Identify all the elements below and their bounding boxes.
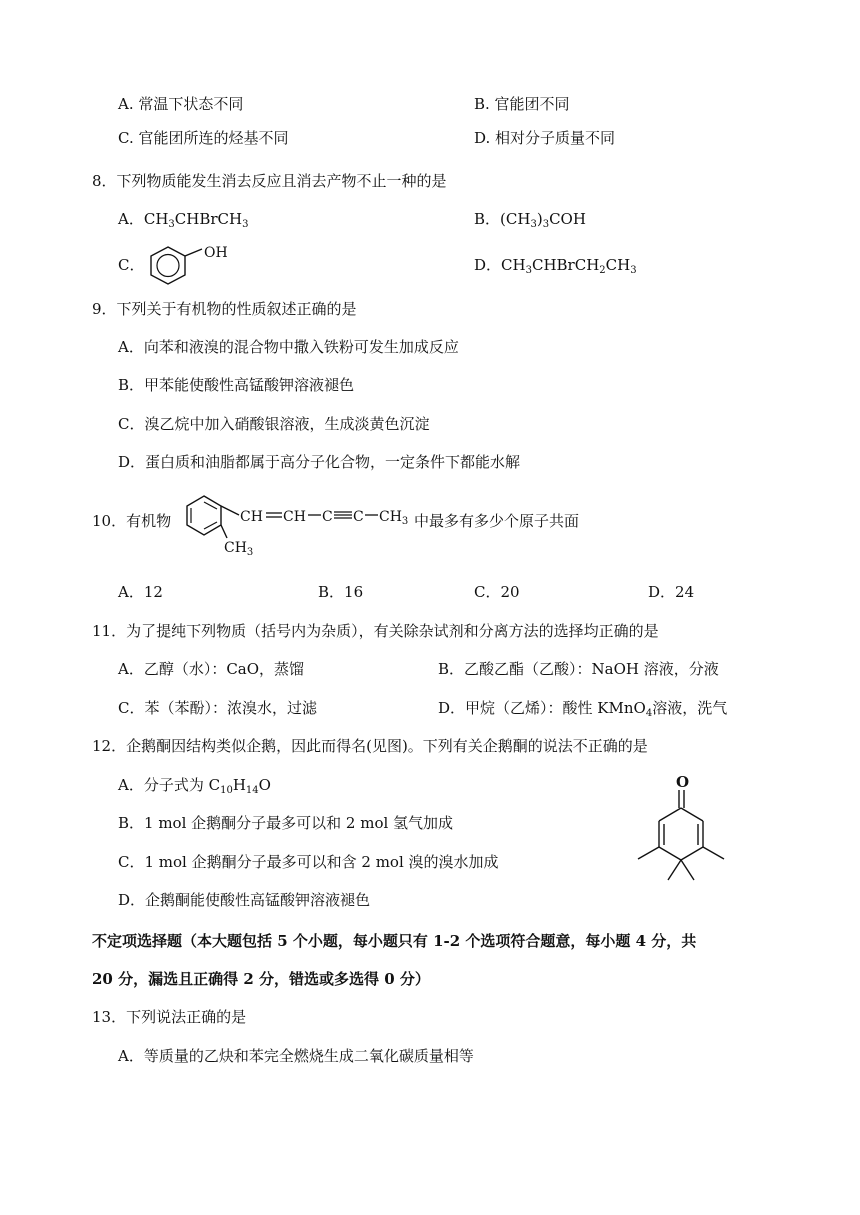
q13-stem: 13．下列说法正确的是 — [92, 1008, 247, 1026]
q7-option-a: A. 常温下状态不同 — [118, 95, 244, 113]
q8-option-b: B．$(CH_3)_3COH$ — [474, 210, 586, 230]
q10-ch-2: CH — [283, 509, 306, 525]
q9-stem: 9．下列关于有机物的性质叙述正确的是 — [92, 300, 357, 318]
q10-c-2: C — [353, 509, 364, 525]
q9-option-c: C．溴乙烷中加入硝酸银溶液，生成淡黄色沉淀 — [118, 415, 430, 433]
q7-option-c: C. 官能团所连的烃基不同 — [118, 129, 289, 147]
section-heading-line1: 不定项选择题（本大题包括 5 个小题，每小题只有 1-2 个选项符合题意，每小题 4 分，共 — [92, 932, 697, 950]
phenol-structure — [148, 243, 238, 289]
q9-option-a: A．向苯和液溴的混合物中撒入铁粉可发生加成反应 — [118, 338, 459, 356]
q10-stem-pre: 10．有机物 — [92, 512, 172, 530]
carbonyl-o-label: O — [676, 773, 690, 791]
q12-option-c: C．1 mol 企鹅酮分子最多可以和含 2 mol 溴的溴水加成 — [118, 853, 499, 871]
q13-option-a: A．等质量的乙炔和苯完全燃烧生成二氧化碳质量相等 — [118, 1047, 474, 1065]
q12-option-d: D．企鹅酮能使酸性高锰酸钾溶液褪色 — [118, 891, 371, 909]
q10-option-a: A．12 — [118, 583, 163, 601]
q10-stem-post: 中最多有多少个原子共面 — [414, 512, 580, 530]
q9-option-b: B．甲苯能使酸性高锰酸钾溶液褪色 — [118, 376, 355, 394]
q12-option-b: B．1 mol 企鹅酮分子最多可以和 2 mol 氢气加成 — [118, 814, 454, 832]
q10-option-d: D．24 — [648, 583, 695, 601]
q8-option-a: A．$CH_3CHBrCH_3$ — [118, 210, 249, 230]
q11-stem: 11．为了提纯下列物质（括号内为杂质），有关除杂试剂和分离方法的选择均正确的是 — [92, 622, 659, 640]
q10-ch3-end: $CH_3$ — [379, 509, 409, 527]
q11-option-c: C．苯（苯酚）：浓溴水，过滤 — [118, 699, 317, 717]
q8-option-d: D．$CH_3CHBrCH_2CH_3$ — [474, 256, 637, 276]
q11-option-a: A．乙醇（水）：CaO，蒸馏 — [118, 660, 305, 678]
q10-c-1: C — [322, 509, 333, 525]
q11-option-b: B．乙酸乙酯（乙酸）：NaOH 溶液，分液 — [438, 660, 719, 678]
q9-option-d: D．蛋白质和油脂都属于高分子化合物，一定条件下都能水解 — [118, 453, 521, 471]
q11-option-d: D．甲烷（乙烯）：酸性 KMnO$_4$溶液，洗气 — [438, 699, 728, 719]
q7-option-d: D. 相对分子质量不同 — [474, 129, 616, 147]
q10-option-b: B．16 — [318, 583, 364, 601]
q10-structure — [182, 492, 412, 564]
phenol-oh-label: OH — [204, 245, 228, 261]
penguinone-structure — [630, 770, 740, 885]
q10-sub-ch3: $CH_3$ — [224, 540, 254, 558]
q8-stem: 8．下列物质能发生消去反应且消去产物不止一种的是 — [92, 172, 447, 190]
q7-option-b: B. 官能团不同 — [474, 95, 570, 113]
q8-option-c-label: C． — [118, 256, 145, 274]
q12-option-a: A．分子式为 $C_{10}H_{14}O$ — [118, 776, 271, 796]
section-heading-line2: 20 分，漏选且正确得 2 分，错选或多选得 0 分） — [92, 970, 430, 988]
q12-stem: 12．企鹅酮因结构类似企鹅，因此而得名(见图)。下列有关企鹅酮的说法不正确的是 — [92, 737, 648, 755]
q10-ch-1: CH — [240, 509, 263, 525]
q10-option-c: C．20 — [474, 583, 520, 601]
